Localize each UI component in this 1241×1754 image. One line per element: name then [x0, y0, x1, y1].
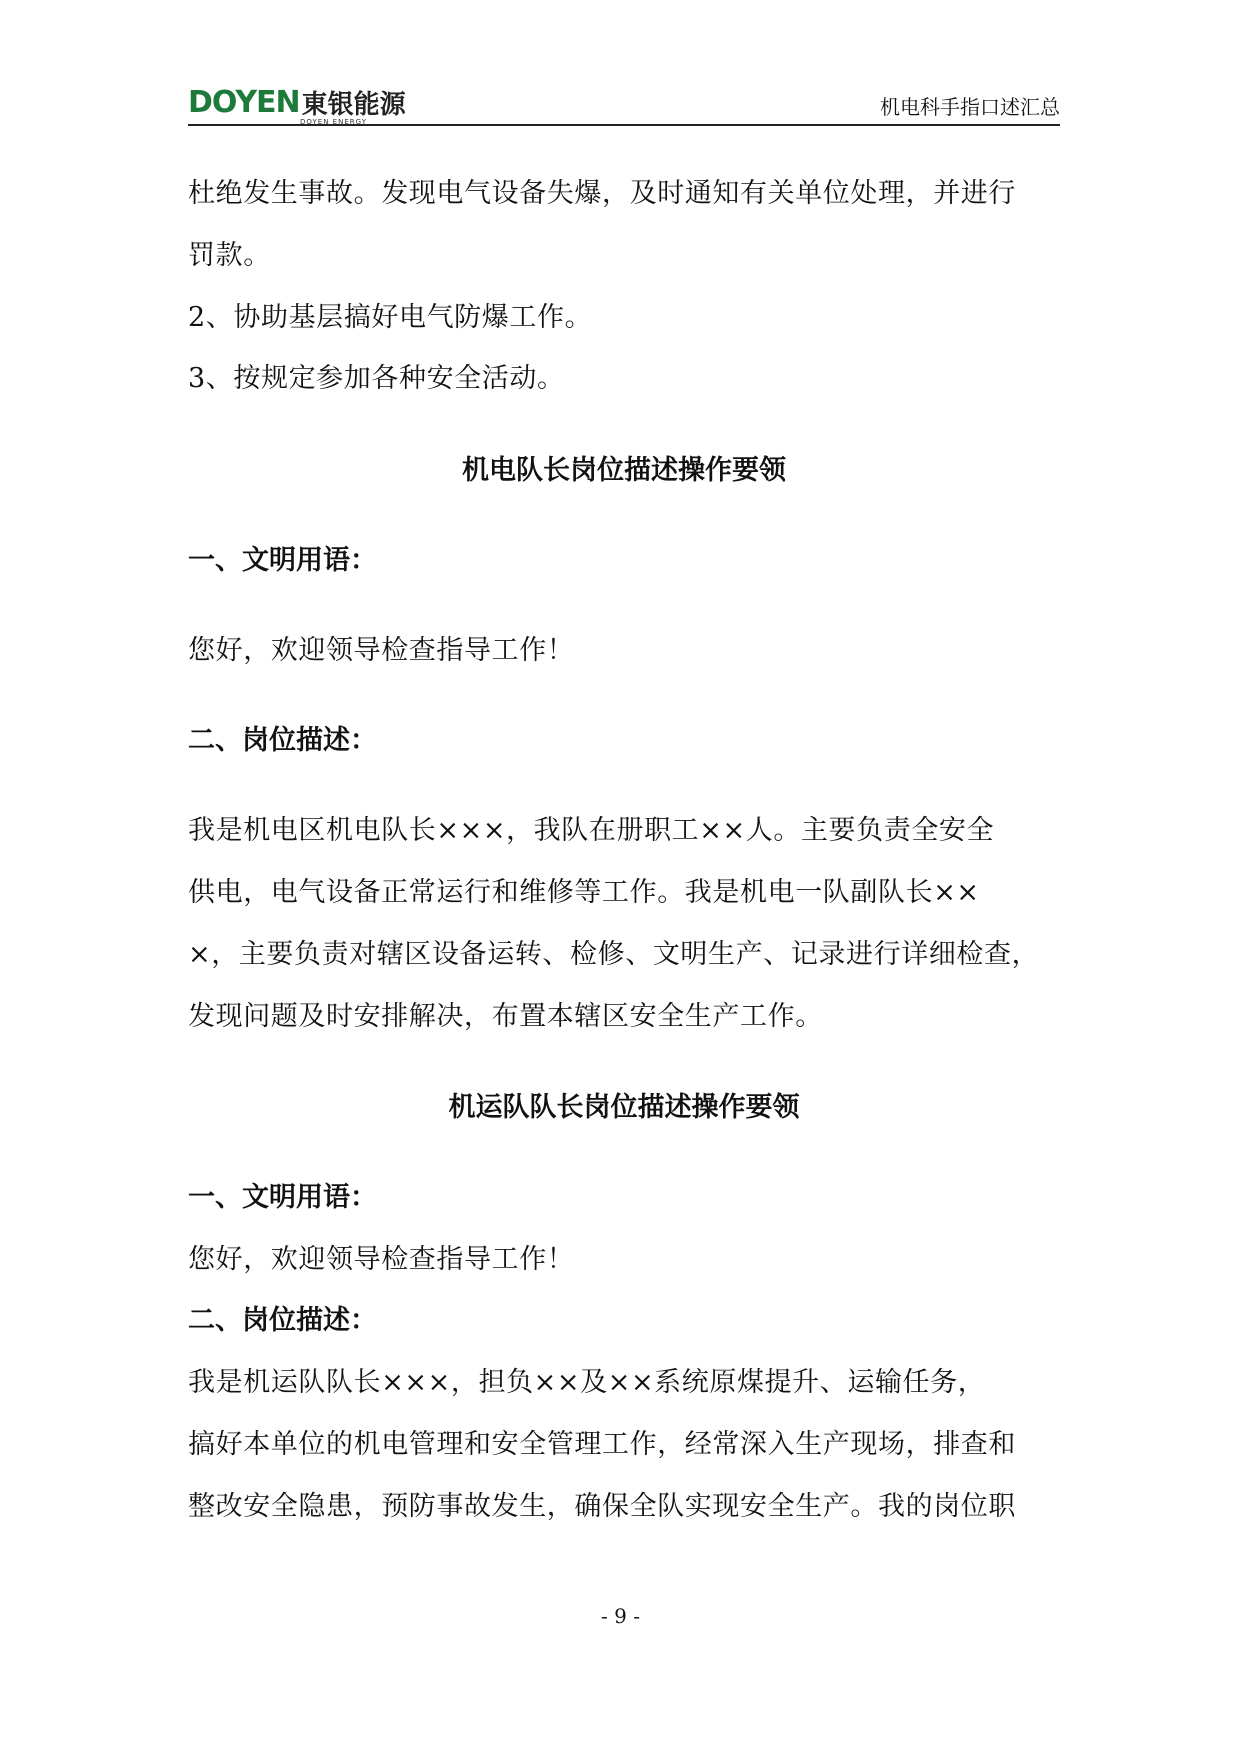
subheading: 一、文明用语：: [188, 1182, 377, 1213]
paragraph-line: 我是机电区机电队长×××，我队在册职工××人。主要负责全安全: [188, 815, 995, 846]
document-title: 机电科手指口述汇总: [880, 95, 1060, 119]
paragraph-line: 杜绝发生事故。发现电气设备失爆，及时通知有关单位处理，并进行: [188, 178, 1016, 209]
logo-english-text: DOYEN ENERGY: [300, 118, 367, 126]
subheading: 一、文明用语：: [188, 545, 377, 576]
company-logo: [188, 85, 406, 126]
paragraph-line: 整改安全隐患，预防事故发生，确保全队实现安全生产。我的岗位职: [188, 1491, 1016, 1522]
paragraph-line: 我是机运队队长×××，担负××及××系统原煤提升、运输任务，: [188, 1367, 986, 1398]
subheading: 二、岗位描述：: [188, 1305, 377, 1336]
list-item: 3、按规定参加各种安全活动。: [188, 363, 565, 394]
greeting-text: 您好，欢迎领导检查指导工作！: [188, 635, 575, 666]
paragraph-line: ×，主要负责对辖区设备运转、检修、文明生产、记录进行详细检查，: [188, 939, 1040, 970]
logo-chinese-text: 東银能源: [301, 90, 406, 120]
logo-latin-text: DOYEN: [188, 85, 300, 120]
section-title: 机电队长岗位描述操作要领: [462, 455, 786, 486]
subheading: 二、岗位描述：: [188, 725, 377, 756]
paragraph-line: 罚款。: [188, 240, 271, 271]
paragraph-line: 发现问题及时安排解决，布置本辖区安全生产工作。: [188, 1001, 823, 1032]
page-header: [188, 85, 1060, 126]
logo-chinese-wrap: [302, 92, 406, 118]
page-number: - 9 -: [601, 1604, 640, 1628]
section-title: 机运队队长岗位描述操作要领: [448, 1092, 800, 1123]
paragraph-line: 供电，电气设备正常运行和维修等工作。我是机电一队副队长××: [188, 877, 980, 908]
greeting-text: 您好，欢迎领导检查指导工作！: [188, 1244, 575, 1275]
list-item: 2、协助基层搞好电气防爆工作。: [188, 302, 593, 333]
paragraph-line: 搞好本单位的机电管理和安全管理工作，经常深入生产现场，排查和: [188, 1429, 1016, 1460]
